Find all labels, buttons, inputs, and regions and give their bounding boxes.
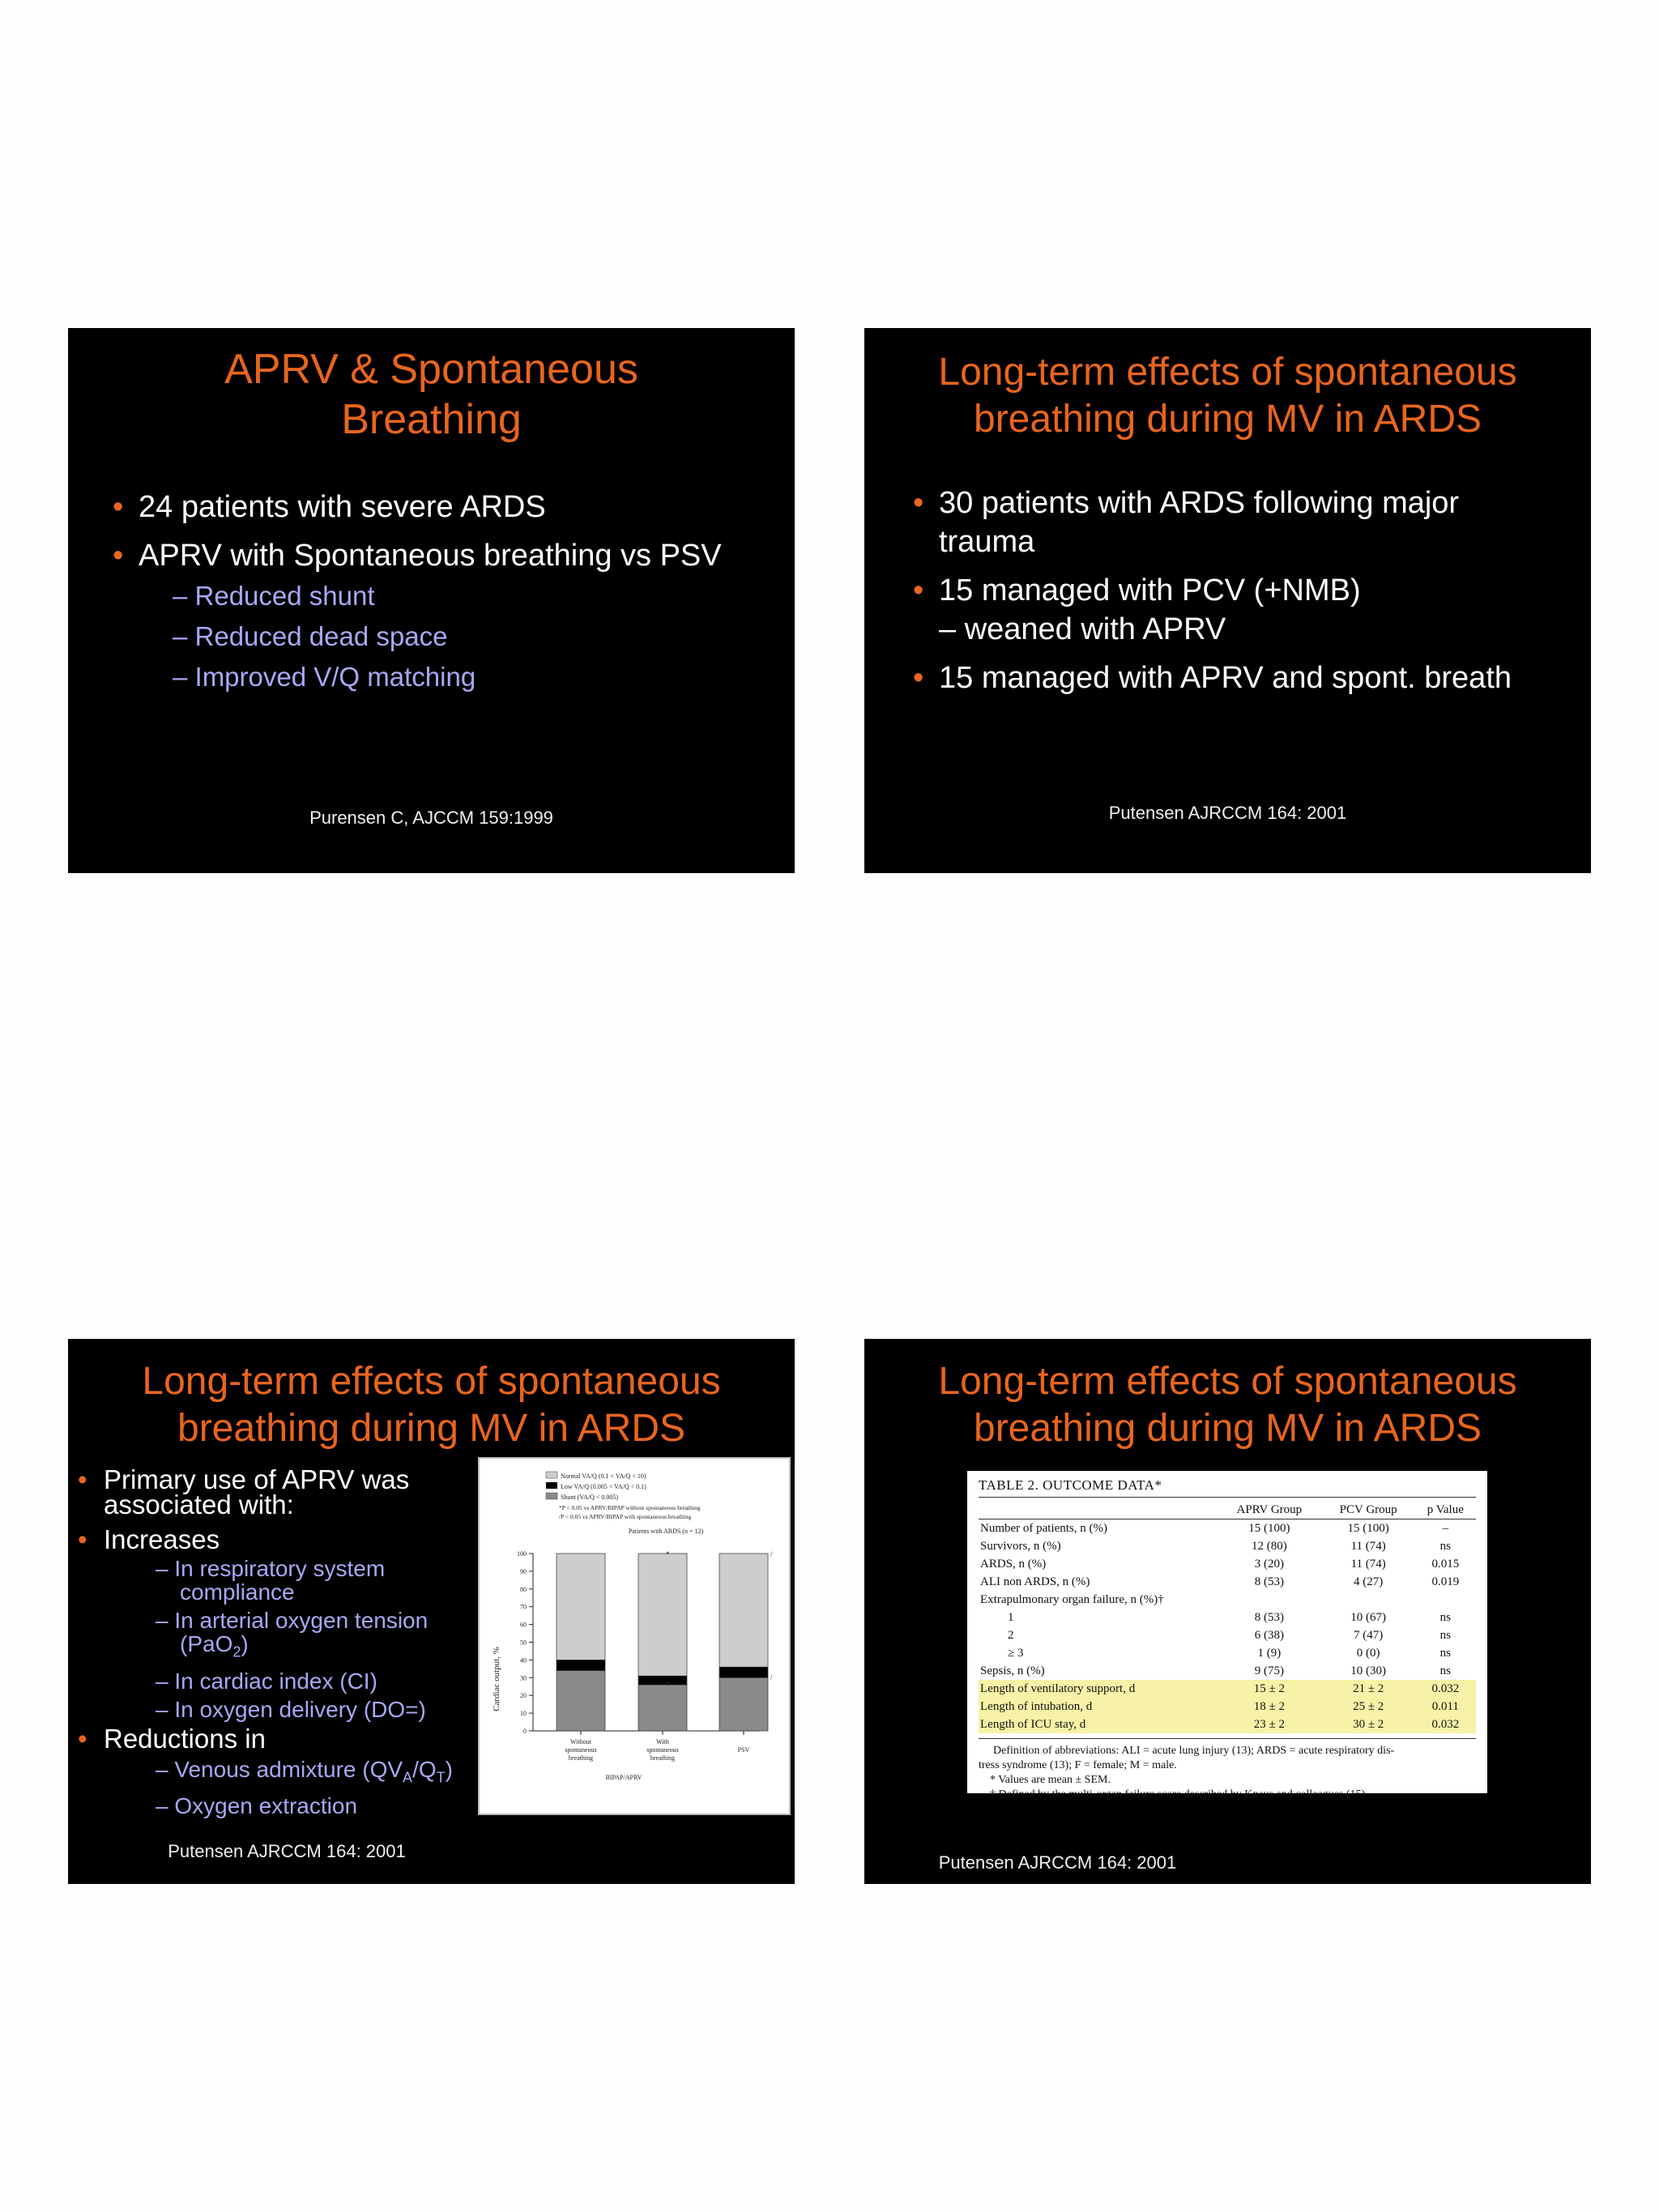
row-label: Extrapulmonary organ failure, n (%)† — [980, 1593, 1164, 1606]
legend-label: Normal VA/Q (0.1 < VA/Q < 10) — [561, 1473, 646, 1480]
table-cell: 15 (100) — [1347, 1522, 1389, 1535]
significance-marker: * — [666, 1550, 670, 1558]
table-row — [979, 1609, 1476, 1626]
row-label: Length of ventilatory support, d — [980, 1682, 1136, 1695]
footnote: † Defined by the multi-organ failure score described by Knaus and colleagues (15) — [990, 1788, 1366, 1801]
y-tick-label: 50 — [520, 1639, 527, 1647]
table-cell: 0.011 — [1431, 1700, 1459, 1713]
table-cell — [1322, 1591, 1415, 1609]
legend-label: Shunt (VA/Q < 0.005) — [561, 1494, 619, 1501]
bullet-item: • 24 patients with severe ARDS — [113, 490, 546, 524]
row-label: 2 — [1008, 1629, 1014, 1642]
table-cell: 18 ± 2 — [1253, 1700, 1285, 1713]
row-label: 1 — [1008, 1611, 1014, 1624]
table-cell: 0 (0) — [1356, 1647, 1380, 1660]
significance-marker: * — [666, 1680, 670, 1689]
table-cell: 11 (74) — [1350, 1540, 1386, 1553]
row-label: Survivors, n (%) — [980, 1540, 1061, 1553]
y-tick-label: 80 — [520, 1585, 527, 1593]
bullet-item: • 15 managed with PCV (+NMB) – weaned with APRV — [913, 573, 1361, 646]
sub-bullet: – In arterial oxygen tension (PaO$_2$) — [156, 1608, 429, 1660]
table-cell: ns — [1439, 1629, 1451, 1642]
title-line-1: Long-term effects of spontaneous — [142, 1360, 721, 1403]
bar-segment-shunt — [557, 1671, 605, 1731]
slide-title — [864, 349, 1591, 442]
bullet-list — [913, 484, 1512, 697]
table-row — [979, 1555, 1476, 1573]
chart-subtitle: Patients with ARDS (n = 12) — [628, 1528, 704, 1535]
y-tick-label: 90 — [520, 1567, 527, 1575]
y-tick-label: 60 — [520, 1621, 527, 1629]
bar-segment-low-vaq — [719, 1667, 768, 1677]
y-tick-label: 40 — [520, 1656, 527, 1664]
y-tick-label: 70 — [520, 1603, 527, 1611]
table-cell: 23 ± 2 — [1253, 1718, 1285, 1731]
table-cell: 25 ± 2 — [1353, 1700, 1384, 1713]
table-row — [979, 1573, 1476, 1591]
x-tick-label: breathing — [568, 1754, 594, 1762]
table-cell: 1 (9) — [1257, 1647, 1282, 1660]
slide-title — [68, 344, 795, 445]
y-tick-label: 0 — [523, 1728, 527, 1735]
bar-segment-shunt — [719, 1677, 768, 1731]
table-row — [979, 1591, 1476, 1609]
significance-marker: / — [770, 1673, 773, 1681]
table-cell: 4 (27) — [1354, 1575, 1384, 1588]
title-line-1: Long-term effects of spontaneous — [938, 351, 1517, 394]
row-label: Length of intubation, d — [980, 1700, 1093, 1713]
slide-aprv-spontaneous — [68, 328, 795, 873]
bar-segment-normal-vaq — [638, 1554, 687, 1676]
table-cell: ns — [1439, 1664, 1451, 1677]
y-tick-label: 30 — [520, 1674, 527, 1682]
table-cell: ns — [1439, 1611, 1451, 1624]
row-label: Number of patients, n (%) — [980, 1522, 1108, 1535]
title-line-2: Breathing — [341, 396, 522, 444]
bullet-item: • Increases — [78, 1524, 220, 1554]
sub-bullet: – Venous admixture $(QV_A/Q_T)$ — [156, 1756, 453, 1786]
table-cell: ns — [1439, 1647, 1451, 1660]
y-axis-label: Cardiac output, % — [492, 1647, 501, 1711]
table-cell: 0.015 — [1431, 1558, 1460, 1571]
legend-note: /P < 0.05 vs APRV/BIPAP with spontaneous breathing — [559, 1513, 692, 1520]
outcome-table — [979, 1501, 1476, 1733]
citation: Putensen AJRCCM 164: 2001 — [1108, 803, 1347, 823]
table-row — [979, 1537, 1476, 1555]
sub-bullet: – In cardiac index (CI) — [156, 1668, 377, 1694]
row-label: ≥ 3 — [1008, 1647, 1024, 1660]
bullet-item: • Primary use of APRV was associated with: — [78, 1464, 410, 1519]
table-header-row — [979, 1501, 1476, 1519]
footnote: * Values are mean ± SEM. — [990, 1774, 1111, 1786]
row-label: ARDS, n (%) — [980, 1558, 1047, 1571]
table-cell — [1415, 1591, 1476, 1609]
x-tick-label: PSV — [737, 1746, 750, 1754]
table-footnotes — [979, 1738, 1476, 1802]
table-row — [979, 1680, 1476, 1698]
row-label: Length of ICU stay, d — [980, 1718, 1086, 1731]
table-cell: 10 (67) — [1350, 1611, 1387, 1624]
table-row — [979, 1626, 1476, 1644]
table-cell: 30 ± 2 — [1353, 1718, 1384, 1731]
significance-marker: / — [770, 1550, 773, 1558]
bar-segment-shunt — [638, 1685, 687, 1731]
bullet-item: • APRV with Spontaneous breathing vs PSV — [113, 539, 722, 573]
y-tick-label: 100 — [517, 1550, 527, 1558]
bar-segment-normal-vaq — [719, 1554, 768, 1667]
table-row — [979, 1715, 1476, 1733]
x-tick-label: spontaneous — [646, 1746, 679, 1754]
bullet-item: • 15 managed with APRV and spont. breath — [913, 661, 1512, 695]
outcome-table-figure — [967, 1471, 1487, 1801]
table-cell: 12 (80) — [1251, 1540, 1287, 1553]
title-line-1: Long-term effects of spontaneous — [938, 1360, 1517, 1403]
legend-swatch-shunt — [546, 1493, 557, 1499]
y-tick-label: 10 — [520, 1710, 527, 1718]
bar-segment-low-vaq — [557, 1660, 605, 1670]
table-cell: 9 (75) — [1254, 1664, 1284, 1677]
bar-group — [557, 1550, 773, 1731]
table-row — [979, 1519, 1476, 1537]
table-cell: ns — [1439, 1540, 1451, 1553]
table-cell: 10 (30) — [1350, 1664, 1387, 1677]
title-line-2: breathing during MV in ARDS — [177, 1406, 685, 1450]
bullet-list — [113, 490, 722, 702]
slide-long-term-effects-1 — [864, 328, 1591, 873]
citation: Putensen AJRCCM 164: 2001 — [168, 1841, 406, 1861]
sub-bullet: – Oxygen extraction — [156, 1793, 358, 1819]
sub-bullet: – In respiratory system compliance — [156, 1556, 386, 1605]
table-cell: 0.019 — [1431, 1575, 1460, 1588]
table-cell: 3 (20) — [1254, 1558, 1284, 1571]
chart-figure — [478, 1457, 791, 1815]
y-tick-label: 20 — [520, 1692, 527, 1700]
row-label: ALI non ARDS, n (%) — [980, 1575, 1090, 1588]
table-cell: – — [1442, 1522, 1449, 1535]
table-cell: 11 (74) — [1350, 1558, 1386, 1571]
citation: Purensen C, AJCCM 159:1999 — [309, 808, 553, 828]
table-cell: 8 (53) — [1254, 1611, 1284, 1624]
table-cell: 0.032 — [1431, 1718, 1460, 1731]
slide-title — [864, 1358, 1591, 1451]
slide-title — [68, 1358, 795, 1451]
legend-swatch-normal — [546, 1472, 557, 1478]
table-row — [979, 1662, 1476, 1680]
sub-bullet: – Improved V/Q matching — [173, 662, 476, 692]
legend-note: *P < 0.05 vs APRV/BIPAP without spontaneous breathing — [559, 1504, 701, 1511]
bullet-block — [75, 1464, 480, 1819]
sub-bullet: – In oxygen delivery (DO=) — [156, 1696, 426, 1722]
sub-bullet: – Reduced dead space — [173, 621, 448, 651]
table-cell: 6 (38) — [1254, 1629, 1284, 1642]
footnote: Definition of abbreviations: ALI = acute lung injury (13); ARDS = acute respiratory dis- — [993, 1745, 1395, 1757]
title-line-2: breathing during MV in ARDS — [974, 1406, 1482, 1450]
table-header — [979, 1501, 1217, 1519]
table-cell: 8 (53) — [1254, 1575, 1284, 1588]
table-cell: 21 ± 2 — [1353, 1682, 1384, 1695]
table-cell: 15 (100) — [1248, 1522, 1290, 1535]
legend-label: Low VA/Q (0.005 < VA/Q < 0.1) — [561, 1483, 646, 1490]
x-tick-label: breathing — [650, 1754, 676, 1762]
row-label: Sepsis, n (%) — [980, 1664, 1045, 1677]
table-header: p Value — [1427, 1503, 1464, 1516]
table-cell: 15 ± 2 — [1253, 1682, 1285, 1695]
table-header: APRV Group — [1236, 1503, 1303, 1516]
bullet-item: • Reductions in — [78, 1723, 266, 1754]
legend-swatch-low — [546, 1482, 557, 1489]
x-labels — [565, 1731, 749, 1762]
slide-long-term-effects-2 — [68, 1339, 795, 1884]
title-line-2: breathing during MV in ARDS — [974, 397, 1482, 441]
stacked-bar-chart — [480, 1459, 789, 1813]
bullet-item: • 30 patients with ARDS following major trauma — [913, 486, 1460, 559]
x-tick-label: Without — [570, 1738, 591, 1745]
table-cell: 7 (47) — [1354, 1629, 1384, 1642]
table-caption: TABLE 2. OUTCOME DATA* — [979, 1477, 1476, 1498]
table-body — [979, 1519, 1476, 1733]
x-tick-label: spontaneous — [565, 1746, 597, 1754]
table-cell — [1217, 1591, 1322, 1609]
slide-long-term-effects-3 — [864, 1339, 1591, 1884]
bar-segment-normal-vaq — [557, 1554, 605, 1660]
y-ticks — [517, 1550, 533, 1735]
footnote: tress syndrome (13); F = female; M = male. — [979, 1759, 1177, 1771]
chart-legend — [546, 1472, 703, 1535]
table-row — [979, 1698, 1476, 1715]
title-line-1: APRV & Spontaneous — [224, 346, 638, 393]
bar-segment-low-vaq — [638, 1676, 687, 1685]
table-header: PCV Group — [1339, 1503, 1397, 1516]
sub-bullet: – Reduced shunt — [173, 581, 375, 611]
x-tick-label: With — [656, 1738, 669, 1745]
citation: Putensen AJRCCM 164: 2001 — [938, 1852, 1177, 1873]
group-label: BIPAP/APRV — [605, 1774, 642, 1781]
table-row — [979, 1644, 1476, 1662]
table-cell: 0.032 — [1431, 1682, 1460, 1695]
